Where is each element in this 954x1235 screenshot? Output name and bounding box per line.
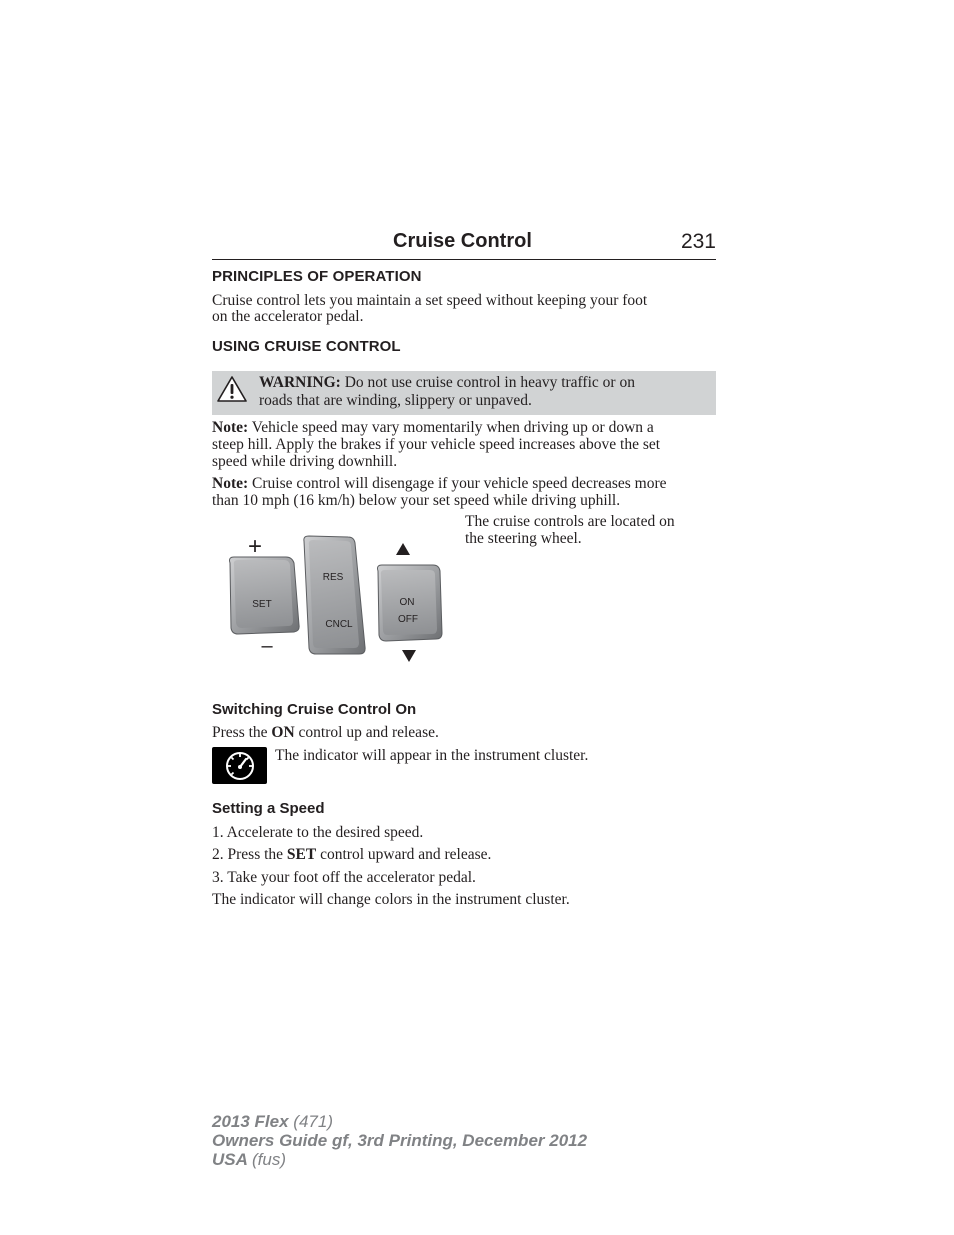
principles-line-1: Cruise control lets you maintain a set speed without keeping your foot	[212, 292, 648, 309]
footer-line-1	[212, 1112, 333, 1132]
step-1: 1. Accelerate to the desired speed.	[212, 824, 424, 841]
note-1-label: Note:	[212, 419, 249, 436]
step-2-prefix: 2. Press the	[212, 846, 284, 863]
subheading-setting-speed: Setting a Speed	[212, 800, 325, 817]
warning-text	[259, 374, 699, 410]
note-1-line-3: speed while driving downhill.	[212, 453, 398, 470]
set-label: SET	[252, 599, 272, 610]
note-2	[212, 475, 716, 509]
section-heading-principles: PRINCIPLES OF OPERATION	[212, 268, 422, 285]
note-2-line-1: Cruise control will disengage if your vehicle speed decreases more	[252, 475, 667, 492]
arrow-down-icon	[402, 650, 416, 662]
arrow-up-icon	[396, 543, 410, 555]
closing-text: The indicator will change colors in the instrument cluster.	[212, 891, 570, 908]
page-title: Cruise Control	[393, 230, 532, 252]
indicator-text: The indicator will appear in the instrument cluster.	[275, 747, 589, 764]
press-on-bold: ON	[271, 724, 295, 741]
page-number: 231	[680, 230, 716, 253]
res-label: RES	[322, 572, 344, 583]
principles-line-2: on the accelerator pedal.	[212, 308, 364, 325]
footer-model: 2013 Flex	[212, 1112, 289, 1131]
header-rule	[212, 259, 716, 260]
off-label: OFF	[398, 614, 418, 625]
note-2-label: Note:	[212, 475, 249, 492]
figure-caption-line-1: The cruise controls are located on	[465, 513, 675, 530]
minus-symbol: –	[261, 635, 273, 657]
step-3: 3. Take your foot off the accelerator pedal.	[212, 869, 476, 886]
warning-label: WARNING:	[259, 374, 341, 391]
warning-line-1: Do not use cruise control in heavy traffic or on	[344, 374, 635, 391]
press-on-instruction	[212, 724, 439, 741]
note-1-line-1: Vehicle speed may vary momentarily when driving up or down a	[251, 419, 654, 436]
footer-line-3	[212, 1150, 286, 1170]
set-button-illustration	[230, 557, 300, 634]
step-2-suffix: control upward and release.	[320, 846, 492, 863]
press-on-suffix: control up and release.	[298, 724, 439, 741]
step-2-bold: SET	[286, 846, 317, 863]
figure-caption-line-2: the steering wheel.	[465, 530, 582, 547]
press-on-prefix: Press the	[212, 724, 268, 741]
plus-symbol: +	[247, 533, 263, 560]
warning-triangle-icon	[216, 375, 248, 403]
cncl-label: CNCL	[325, 619, 353, 630]
on-label: ON	[399, 597, 415, 608]
res-cncl-rocker-illustration	[304, 536, 365, 654]
warning-line-2: roads that are winding, slippery or unpaved.	[259, 392, 532, 409]
note-1	[212, 419, 716, 470]
cruise-control-indicator-icon	[212, 747, 267, 784]
note-1-line-2: steep hill. Apply the brakes if your vehicle speed increases above the set	[212, 436, 661, 453]
footer-market-code: (fus)	[252, 1150, 286, 1169]
footer-market: USA	[212, 1150, 248, 1169]
section-heading-using: USING CRUISE CONTROL	[212, 338, 401, 355]
step-2	[212, 846, 491, 863]
subheading-switching-on: Switching Cruise Control On	[212, 701, 417, 718]
cruise-controls-figure	[220, 533, 445, 665]
footer-model-code: (471)	[293, 1112, 333, 1131]
footer-line-2: Owners Guide gf, 3rd Printing, December 2012	[212, 1131, 588, 1150]
note-2-line-2: than 10 mph (16 km/h) below your set speed while driving uphill.	[212, 492, 621, 509]
